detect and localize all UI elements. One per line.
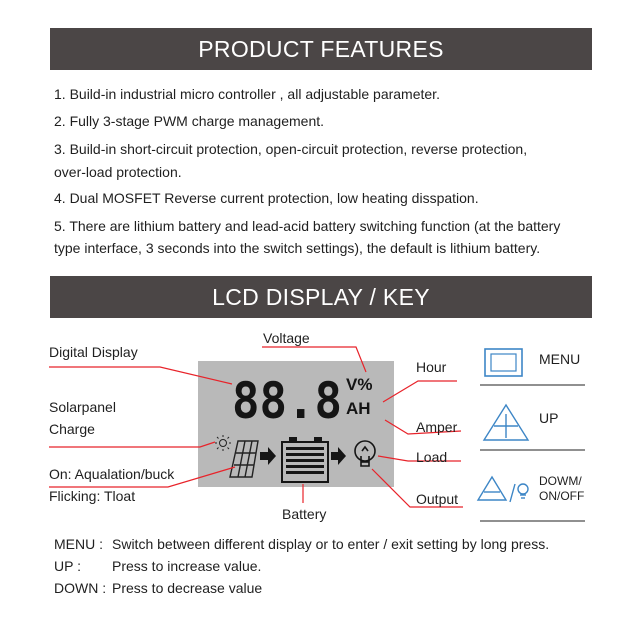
lcd-display-banner: LCD DISPLAY / KEY [50,276,592,318]
feature-2: 2. Fully 3-stage PWM charge management. [54,113,325,129]
key-desc: Switch between different display or to enter / exit setting by long press. [112,536,550,552]
lcd-digits: 88.8 [232,372,342,430]
label-charge: Charge [49,421,95,437]
menu-button-icon[interactable] [485,349,522,376]
label-amper: Amper [416,419,458,435]
menu-key-label: MENU [539,351,581,367]
down-button-icon[interactable] [478,477,528,502]
feature-3: 3. Build-in short-circuit protection, open-circuit protection, reverse protection, [54,141,528,157]
label-flicking: Flicking: Tloat [49,488,136,504]
label-load: Load [416,449,448,465]
key-name: MENU : [54,536,103,552]
feature-5-cont: type interface, 3 seconds into the switch settings), the default is lithium battery. [54,240,541,256]
label-on-aqualation: On: Aqualation/buck [49,466,175,482]
key-desc: Press to decrease value [112,580,263,596]
label-solarpanel: Solarpanel [49,399,116,415]
feature-1: 1. Build-in industrial micro controller , all adjustable parameter. [54,86,440,102]
label-hour: Hour [416,359,447,375]
key-name: UP : [54,558,81,574]
key-desc-up [54,558,261,574]
feature-5: 5. There are lithium battery and lead-acid battery switching function (at the battery [54,218,561,234]
label-battery: Battery [282,506,327,522]
key-name: DOWN : [54,580,107,596]
product-features-banner: PRODUCT FEATURES [50,28,592,70]
down-key-label-2: ON/OFF [539,489,585,503]
up-button-icon[interactable] [484,405,528,440]
label-digital-display: Digital Display [49,344,138,360]
lcd-unit-voltage: V% [346,375,373,394]
feature-4: 4. Dual MOSFET Reverse current protection, low heating disspation. [54,190,479,206]
key-desc-menu [54,536,549,552]
label-voltage: Voltage [263,330,310,346]
lcd-unit-amphour: AH [346,399,371,418]
up-key-label: UP [539,410,559,426]
feature-3-cont: over-load protection. [54,164,182,180]
key-desc: Press to increase value. [112,558,262,574]
key-desc-down [54,580,262,596]
label-output: Output [416,491,459,507]
down-key-label-1: DOWM/ [539,474,582,488]
